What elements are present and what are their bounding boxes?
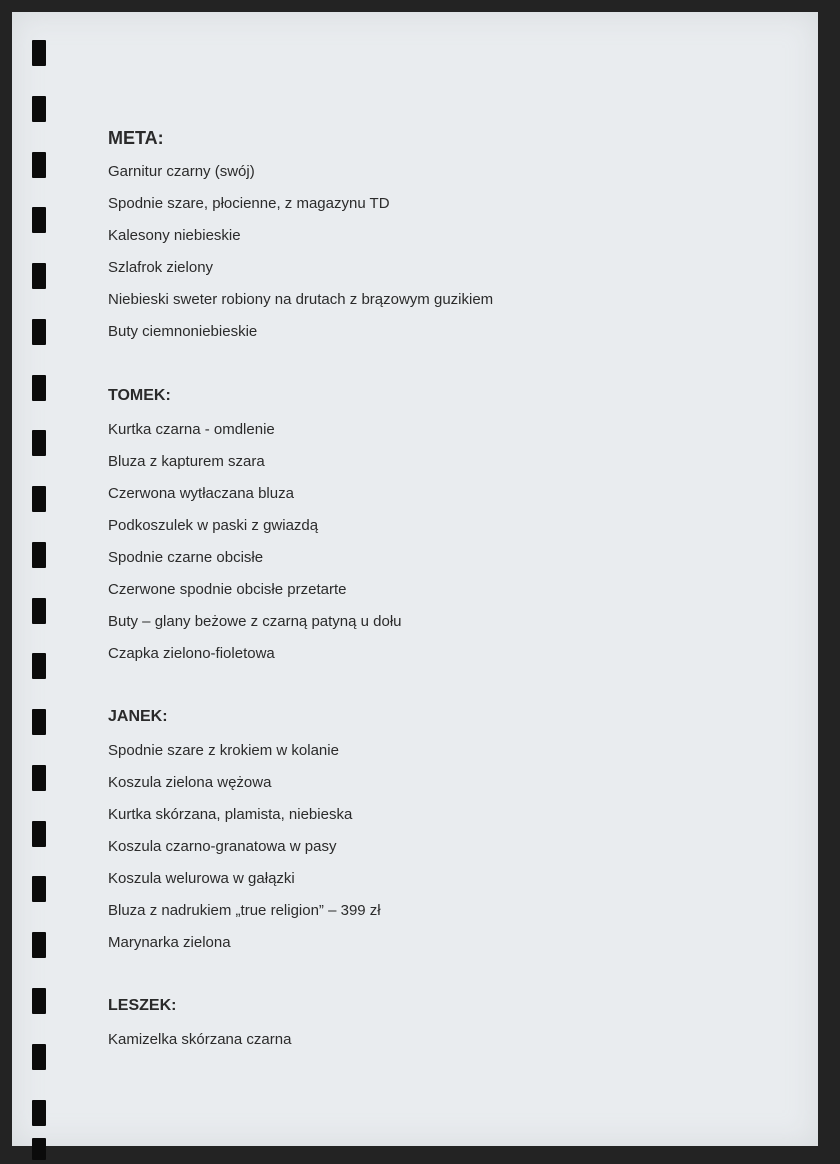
list-item: Koszula welurowa w gałązki [108,870,295,887]
list-item: Koszula zielona wężowa [108,774,272,791]
list-item: Bluza z kapturem szara [108,453,265,470]
section-heading: JANEK: [108,708,168,725]
list-item: Kamizelka skórzana czarna [108,1031,292,1048]
list-item: Koszula czarno-granatowa w pasy [108,838,337,855]
list-item: Podkoszulek w paski z gwiazdą [108,517,319,534]
list-item: Buty ciemnoniebieskie [108,323,258,340]
list-item: Marynarka zielona [108,934,231,951]
document-content [12,12,818,1146]
list-item: Czerwona wytłaczana bluza [108,485,294,502]
section-heading: TOMEK: [108,387,171,404]
section-heading: LESZEK: [108,997,177,1014]
list-item: Kurtka skórzana, plamista, niebieska [108,806,353,823]
section-meta [108,128,493,354]
list-item: Niebieski sweter robiony na drutach z brązowym guzikiem [108,291,494,308]
section-janek [108,707,381,965]
list-item: Buty – glany beżowe z czarną patyną u dołu [108,613,402,630]
list-item: Spodnie czarne obcisłe [108,549,264,566]
list-item: Szlafrok zielony [108,259,214,276]
section-tomek [108,386,402,676]
paper-page [12,12,818,1146]
list-item: Kalesony niebieskie [108,227,241,244]
section-heading: META: [108,128,164,148]
section-leszek [108,996,291,1062]
list-item: Spodnie szare z krokiem w kolanie [108,742,339,759]
list-item: Kurtka czarna - omdlenie [108,421,275,438]
list-item: Garnitur czarny (swój) [108,163,255,180]
list-item: Bluza z nadrukiem „true religion” – 399 zł [108,902,381,919]
list-item: Czerwone spodnie obcisłe przetarte [108,581,347,598]
list-item: Czapka zielono-fioletowa [108,645,275,662]
list-item: Spodnie szare, płocienne, z magazynu TD [108,195,390,212]
